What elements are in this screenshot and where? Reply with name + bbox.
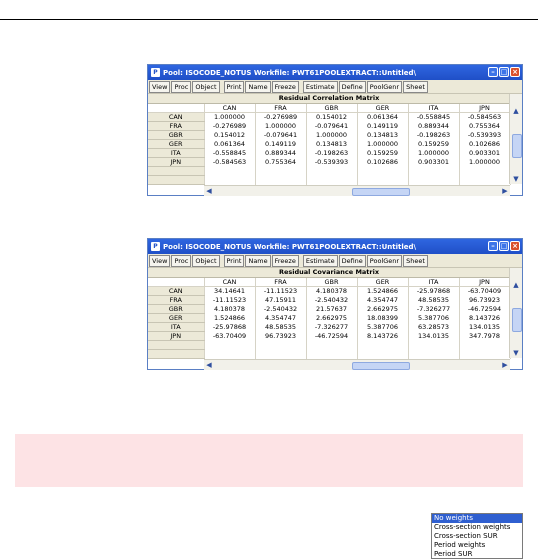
table-cell[interactable]: 2.662975 <box>306 314 357 323</box>
table-cell[interactable]: 1.000000 <box>255 122 306 131</box>
list-item[interactable]: Cross-section weights <box>434 523 511 531</box>
pool-icon: P <box>151 68 160 77</box>
header-row <box>148 278 510 287</box>
table-cell[interactable]: -46.72594 <box>459 305 510 314</box>
page-top-rule <box>0 19 538 20</box>
table-row <box>148 305 510 314</box>
table-cell[interactable]: -0.079641 <box>255 131 306 140</box>
empty-row <box>148 167 510 176</box>
window-titlebar[interactable] <box>148 65 522 80</box>
table-cell[interactable]: 0.102686 <box>357 158 408 167</box>
scroll-thumb[interactable] <box>352 188 410 196</box>
horizontal-scrollbar[interactable] <box>204 185 510 196</box>
column-header: ITA <box>408 104 459 113</box>
minimize-icon[interactable]: – <box>488 67 498 77</box>
table-cell[interactable]: -11.11523 <box>255 287 306 296</box>
weights-listbox[interactable] <box>431 513 523 559</box>
pool-window-covariance[interactable] <box>147 238 523 370</box>
empty-row <box>148 350 510 359</box>
table-cell[interactable]: 1.000000 <box>306 131 357 140</box>
row-header: GBR <box>148 305 204 314</box>
table-cell[interactable]: 1.000000 <box>459 158 510 167</box>
table-cell[interactable]: -0.198263 <box>408 131 459 140</box>
table-cell[interactable]: 134.0135 <box>459 323 510 332</box>
table-cell[interactable]: -0.539393 <box>306 158 357 167</box>
table-cell[interactable]: 48.58535 <box>408 296 459 305</box>
scroll-right-icon[interactable]: ▶ <box>502 187 508 195</box>
column-header: GER <box>357 278 408 287</box>
table-cell[interactable]: 8.143726 <box>357 332 408 341</box>
table-cell[interactable]: -0.276989 <box>204 122 255 131</box>
column-header <box>148 104 204 113</box>
table-row <box>148 332 510 341</box>
define-button[interactable]: Define <box>339 255 366 267</box>
close-icon[interactable]: × <box>510 67 520 77</box>
spreadsheet-grid[interactable] <box>148 268 522 370</box>
table-cell[interactable]: -63.70409 <box>204 332 255 341</box>
print-button[interactable]: Print <box>224 81 245 93</box>
sheet-button[interactable]: Sheet <box>403 81 428 93</box>
table-cell[interactable]: 5.387706 <box>357 323 408 332</box>
column-header: ITA <box>408 278 459 287</box>
table-cell[interactable]: 0.889344 <box>408 122 459 131</box>
column-header: CAN <box>204 104 255 113</box>
table-cell[interactable]: 96.73923 <box>459 296 510 305</box>
table-cell[interactable]: 4.354747 <box>255 314 306 323</box>
scroll-thumb[interactable] <box>512 134 522 158</box>
row-header: JPN <box>148 158 204 167</box>
table-cell[interactable]: -2.540432 <box>255 305 306 314</box>
table-cell[interactable]: -7.326277 <box>408 305 459 314</box>
table-cell[interactable]: -11.11523 <box>204 296 255 305</box>
row-header: FRA <box>148 122 204 131</box>
table-cell[interactable]: 34.14641 <box>204 287 255 296</box>
list-item[interactable]: Period SUR <box>434 550 473 558</box>
close-icon[interactable]: × <box>510 241 520 251</box>
scroll-thumb[interactable] <box>512 308 522 332</box>
table-cell[interactable]: 1.524866 <box>204 314 255 323</box>
table-cell[interactable]: 0.159259 <box>357 149 408 158</box>
table-cell[interactable]: 96.73923 <box>255 332 306 341</box>
pool-window-correlation[interactable] <box>147 64 523 196</box>
table-cell[interactable]: -0.584563 <box>459 113 510 122</box>
spreadsheet-grid[interactable] <box>148 94 522 196</box>
table-cell[interactable]: 0.903301 <box>408 158 459 167</box>
table-cell[interactable]: -0.558845 <box>204 149 255 158</box>
table-row <box>148 113 510 122</box>
column-header: JPN <box>459 104 510 113</box>
table-cell[interactable]: 0.903301 <box>459 149 510 158</box>
column-header: GBR <box>306 278 357 287</box>
table-cell[interactable]: -0.198263 <box>306 149 357 158</box>
table-cell[interactable]: 2.662975 <box>357 305 408 314</box>
name-button[interactable]: Name <box>245 255 270 267</box>
proc-button[interactable]: Proc <box>171 255 191 267</box>
table-cell[interactable]: 0.159259 <box>408 140 459 149</box>
row-header: GER <box>148 314 204 323</box>
table-cell[interactable]: 347.7978 <box>459 332 510 341</box>
table-row <box>148 140 510 149</box>
pool-toolbar <box>148 254 522 268</box>
table-cell[interactable]: 1.000000 <box>357 140 408 149</box>
empty-row <box>148 341 510 350</box>
table-cell[interactable]: -0.558845 <box>408 113 459 122</box>
horizontal-scrollbar[interactable] <box>204 359 510 370</box>
table-cell[interactable]: 0.889344 <box>255 149 306 158</box>
proc-button[interactable]: Proc <box>171 81 191 93</box>
table-cell[interactable]: 1.000000 <box>408 149 459 158</box>
scroll-up-icon[interactable]: ▲ <box>513 107 519 115</box>
table-row <box>148 287 510 296</box>
object-button[interactable]: Object <box>192 81 219 93</box>
table-cell[interactable]: -0.079641 <box>306 122 357 131</box>
row-header: ITA <box>148 149 204 158</box>
table-row <box>148 314 510 323</box>
name-button[interactable]: Name <box>245 81 270 93</box>
scroll-right-icon[interactable]: ▶ <box>502 361 508 369</box>
estimate-button[interactable]: Estimate <box>303 81 338 93</box>
window-title: Pool: ISOCODE_NOTUS Workfile: PWT61POOLEXTRACT::Untitled\ <box>163 242 417 251</box>
object-button[interactable]: Object <box>192 255 219 267</box>
empty-row <box>148 176 510 185</box>
define-button[interactable]: Define <box>339 81 366 93</box>
estimate-button[interactable]: Estimate <box>303 255 338 267</box>
table-cell[interactable]: -0.539393 <box>459 131 510 140</box>
table-cell[interactable]: 0.755364 <box>459 122 510 131</box>
table-cell[interactable]: -25.97868 <box>204 323 255 332</box>
maximize-icon[interactable]: □ <box>500 242 508 250</box>
table-cell[interactable]: 0.061364 <box>357 113 408 122</box>
table-cell[interactable]: -63.70409 <box>459 287 510 296</box>
freeze-button[interactable]: Freeze <box>272 81 299 93</box>
table-row <box>148 131 510 140</box>
scroll-left-icon[interactable]: ◀ <box>206 187 212 195</box>
window-titlebar[interactable] <box>148 239 522 254</box>
table-cell[interactable]: 21.57637 <box>306 305 357 314</box>
table-row <box>148 158 510 167</box>
sheet-button[interactable]: Sheet <box>403 255 428 267</box>
table-row <box>148 149 510 158</box>
note-box <box>15 434 523 487</box>
poolgenr-button[interactable]: PoolGenr <box>367 81 402 93</box>
table-cell[interactable]: 18.08399 <box>357 314 408 323</box>
list-item[interactable]: Period weights <box>434 541 486 549</box>
row-header: FRA <box>148 296 204 305</box>
table-cell[interactable]: 0.149119 <box>255 140 306 149</box>
column-header: JPN <box>459 278 510 287</box>
window-title: Pool: ISOCODE_NOTUS Workfile: PWT61POOLEXTRACT::Untitled\ <box>163 68 417 77</box>
scroll-up-icon[interactable]: ▲ <box>513 281 519 289</box>
table-cell[interactable]: -7.326277 <box>306 323 357 332</box>
column-header: FRA <box>255 278 306 287</box>
table-cell[interactable]: 0.154012 <box>306 113 357 122</box>
table-cell[interactable]: 0.061364 <box>204 140 255 149</box>
table-cell[interactable]: 48.58535 <box>255 323 306 332</box>
table-cell[interactable]: 0.755364 <box>255 158 306 167</box>
scroll-down-icon[interactable]: ▼ <box>513 175 519 183</box>
pool-toolbar <box>148 80 522 94</box>
table-cell[interactable]: -0.584563 <box>204 158 255 167</box>
pool-icon: P <box>151 242 160 251</box>
row-header: JPN <box>148 332 204 341</box>
list-item[interactable]: Cross-section SUR <box>434 532 498 540</box>
column-header: GBR <box>306 104 357 113</box>
scroll-down-icon[interactable]: ▼ <box>513 349 519 357</box>
freeze-button[interactable]: Freeze <box>272 255 299 267</box>
table-cell[interactable]: 47.15911 <box>255 296 306 305</box>
vertical-scrollbar[interactable] <box>509 94 522 184</box>
table-cell[interactable]: -25.97868 <box>408 287 459 296</box>
column-header: GER <box>357 104 408 113</box>
table-cell[interactable]: 0.102686 <box>459 140 510 149</box>
row-header: CAN <box>148 287 204 296</box>
table-caption: Residual Covariance Matrix <box>148 268 510 278</box>
table-cell[interactable]: 0.134813 <box>357 131 408 140</box>
table-cell[interactable]: 134.0135 <box>408 332 459 341</box>
table-cell[interactable]: 0.134813 <box>306 140 357 149</box>
table-cell[interactable]: -0.276989 <box>255 113 306 122</box>
column-header: CAN <box>204 278 255 287</box>
row-header: ITA <box>148 323 204 332</box>
table-cell[interactable]: 4.180378 <box>204 305 255 314</box>
table-cell[interactable]: 5.387706 <box>408 314 459 323</box>
column-header <box>148 278 204 287</box>
row-header: GBR <box>148 131 204 140</box>
table-row <box>148 122 510 131</box>
table-cell[interactable]: 4.354747 <box>357 296 408 305</box>
table-cell[interactable]: 0.149119 <box>357 122 408 131</box>
matrix-table <box>148 104 511 185</box>
vertical-scrollbar[interactable] <box>509 268 522 358</box>
table-row <box>148 296 510 305</box>
table-cell[interactable]: 1.524866 <box>357 287 408 296</box>
list-item[interactable]: No weights <box>432 514 522 523</box>
scroll-thumb[interactable] <box>352 362 410 370</box>
table-cell[interactable]: 63.28573 <box>408 323 459 332</box>
table-cell[interactable]: -2.540432 <box>306 296 357 305</box>
row-header: GER <box>148 140 204 149</box>
table-cell[interactable]: 0.154012 <box>204 131 255 140</box>
view-button[interactable]: View <box>149 81 170 93</box>
table-cell[interactable]: 8.143726 <box>459 314 510 323</box>
table-cell[interactable]: 4.180378 <box>306 287 357 296</box>
table-row <box>148 323 510 332</box>
minimize-icon[interactable]: – <box>488 241 498 251</box>
table-cell[interactable]: 1.000000 <box>204 113 255 122</box>
scroll-left-icon[interactable]: ◀ <box>206 361 212 369</box>
matrix-table <box>148 278 511 359</box>
maximize-icon[interactable]: □ <box>500 68 508 76</box>
table-cell[interactable]: -46.72594 <box>306 332 357 341</box>
table-caption: Residual Correlation Matrix <box>148 94 510 104</box>
view-button[interactable]: View <box>149 255 170 267</box>
header-row <box>148 104 510 113</box>
print-button[interactable]: Print <box>224 255 245 267</box>
row-header: CAN <box>148 113 204 122</box>
poolgenr-button[interactable]: PoolGenr <box>367 255 402 267</box>
column-header: FRA <box>255 104 306 113</box>
